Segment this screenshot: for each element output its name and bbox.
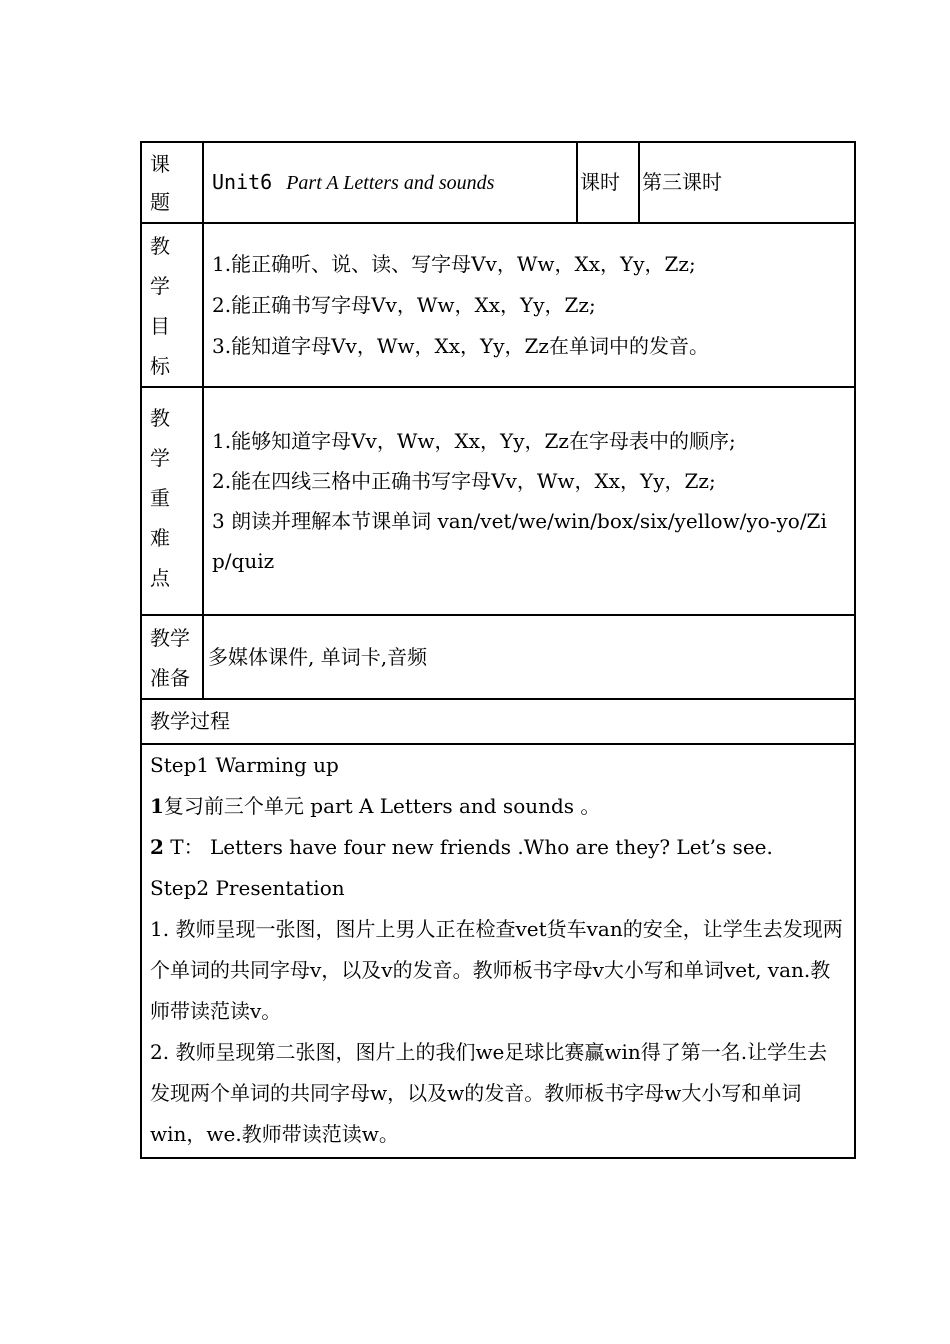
process-step: [150, 1032, 846, 1155]
step-text: 复习前三个单元 part A Letters and sounds 。: [163, 794, 601, 818]
key-points-label-char: 教: [150, 406, 170, 430]
period-value-cell: [639, 142, 855, 223]
process-header-row: [141, 699, 855, 744]
unit-title: Unit6: [212, 169, 273, 194]
key-points-label-cell: [141, 387, 203, 615]
key-points-label-char: 点: [150, 566, 170, 590]
step-number: 2: [150, 835, 164, 859]
preparation-label-cell: [141, 615, 203, 699]
topic-row: [141, 142, 855, 223]
period-label-cell: [577, 142, 639, 223]
process-step: [150, 909, 846, 1032]
goals-label-char: 教: [150, 234, 170, 258]
part-title: Part A Letters and sounds: [286, 171, 495, 194]
process-content-row: [141, 744, 855, 1158]
key-points-content-cell: [203, 387, 855, 615]
topic-label: [150, 145, 202, 221]
key-points-label-char: 难: [150, 526, 170, 550]
step-text: Step2 Presentation: [150, 876, 345, 900]
key-points-row: [141, 387, 855, 615]
period-value: 第三课时: [642, 170, 722, 194]
goals-content-cell: [203, 223, 855, 387]
topic-label-text: 课题: [150, 152, 170, 214]
preparation-value: 多媒体课件, 单词卡,音频: [208, 644, 428, 669]
key-points-label-char: 学: [150, 446, 170, 470]
goals-label-char: 目: [150, 314, 170, 338]
key-points-label-char: 重: [150, 486, 170, 510]
goals-row: [141, 223, 855, 387]
lesson-plan-table: [140, 141, 856, 1159]
key-point-item: 3 朗读并理解本节课单词 van/vet/we/win/box/six/yellow/yo-yo/Zip/quiz: [212, 509, 827, 573]
step-number: 1: [150, 794, 164, 818]
goals-label-char: 学: [150, 274, 170, 298]
topic-title-cell: [203, 142, 577, 223]
process-step: [150, 786, 846, 827]
process-step: [150, 827, 846, 868]
goals-label-char: 标: [150, 354, 170, 378]
process-step: [150, 868, 846, 909]
process-content-cell: [141, 744, 855, 1158]
step-text: 2. 教师呈现第二张图，图片上的我们we足球比赛赢win得了第一名.让学生去发现两个单词的共同字母w，以及w的发音。教师板书字母w大小写和单词win，we.教师带读范读w。: [150, 1040, 828, 1146]
period-label: 课时: [580, 170, 620, 194]
process-header-cell: [141, 699, 855, 744]
goals-label-cell: [141, 223, 203, 387]
step-text: Step1 Warming up: [150, 753, 339, 777]
preparation-label-line: 准备: [150, 666, 190, 690]
goal-item: 2.能正确书写字母Vv，Ww，Xx，Yy，Zz;: [212, 292, 596, 317]
preparation-label-line: 教学: [150, 626, 190, 650]
key-point-item: 2.能在四线三格中正确书写字母Vv，Ww，Xx，Yy，Zz;: [212, 469, 716, 493]
topic-label-cell: [141, 142, 203, 223]
step-text: T： Letters have four new friends .Who are they? Let’s see.: [163, 835, 773, 859]
goal-item: 3.能知道字母Vv，Ww，Xx，Yy，Zz在单词中的发音。: [212, 333, 709, 358]
lesson-plan-sheet: [140, 141, 854, 1159]
goal-item: 1.能正确听、说、读、写字母Vv，Ww，Xx，Yy，Zz;: [212, 251, 696, 276]
step-text: 1. 教师呈现一张图，图片上男人正在检查vet货车van的安全，让学生去发现两个单词的共同字母v，以及v的发音。教师板书字母v大小写和单词vet, van.教师带读范读v。: [150, 917, 843, 1023]
process-label: 教学过程: [150, 709, 230, 733]
preparation-content-cell: [203, 615, 855, 699]
process-step: [150, 745, 846, 786]
key-point-item: 1.能够知道字母Vv，Ww，Xx，Yy，Zz在字母表中的顺序;: [212, 429, 736, 453]
preparation-row: [141, 615, 855, 699]
